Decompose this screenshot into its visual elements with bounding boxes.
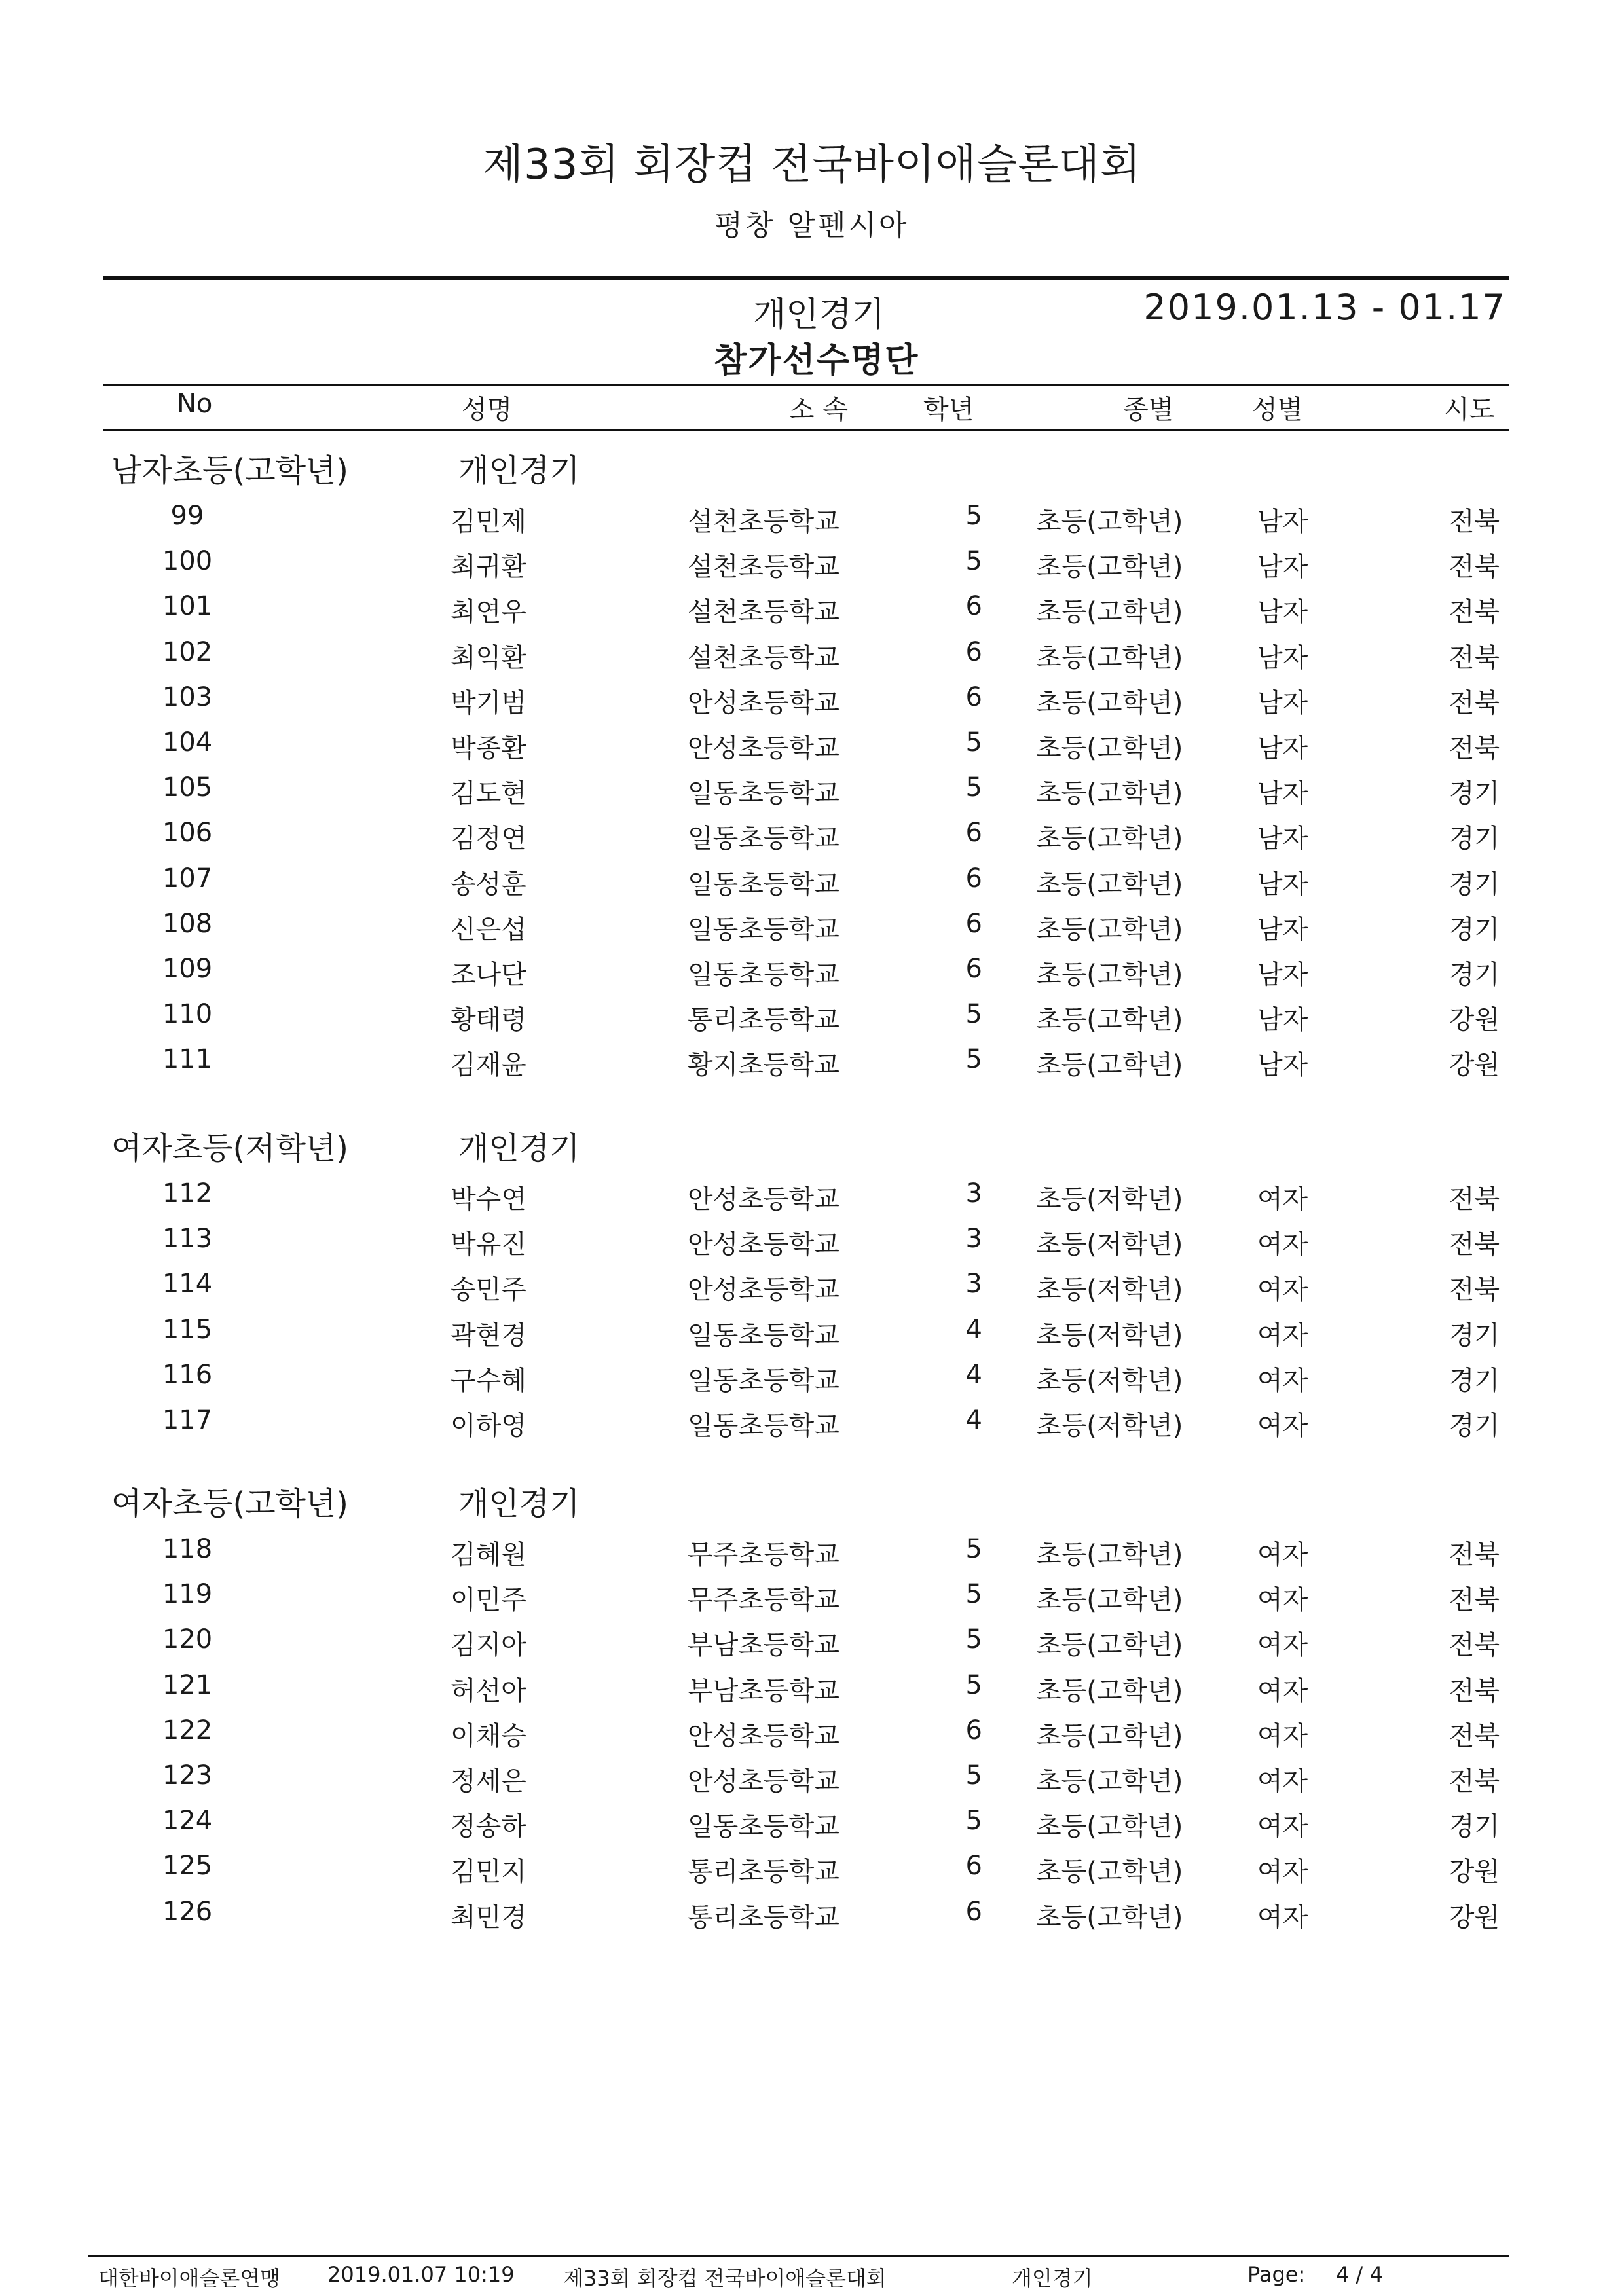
row-affiliation: 통리초등학교 (688, 1005, 840, 1035)
row-category: 초등(고학년) (1036, 507, 1183, 537)
row-gender: 남자 (1257, 824, 1308, 854)
row-category: 초등(고학년) (1036, 1721, 1183, 1751)
row-region: 전북 (1449, 597, 1500, 627)
row-grade: 6 (965, 591, 982, 621)
row-category: 초등(고학년) (1036, 915, 1183, 945)
row-no: 100 (162, 546, 213, 576)
row-grade: 5 (965, 1624, 982, 1654)
row-affiliation: 일동초등학교 (688, 1812, 840, 1842)
row-gender: 여자 (1257, 1321, 1308, 1351)
row-affiliation: 안성초등학교 (688, 733, 840, 763)
row-no: 116 (162, 1360, 213, 1390)
row-category: 초등(고학년) (1036, 1676, 1183, 1706)
row-region: 경기 (1449, 1366, 1500, 1396)
row-name: 송민주 (451, 1275, 526, 1305)
col-header-grade: 학년 (923, 395, 974, 425)
row-name: 박종환 (451, 733, 526, 763)
footer-event-title: 제33회 회장컵 전국바이애슬론대회 (563, 2266, 887, 2291)
row-category: 초등(고학년) (1036, 643, 1183, 673)
row-gender: 남자 (1257, 733, 1308, 763)
row-name: 허선아 (451, 1676, 526, 1706)
row-no: 105 (162, 773, 213, 803)
row-affiliation: 일동초등학교 (688, 1321, 840, 1351)
row-region: 전북 (1449, 1630, 1500, 1660)
row-gender: 여자 (1257, 1812, 1308, 1842)
row-gender: 남자 (1257, 915, 1308, 945)
row-grade: 6 (965, 637, 982, 667)
row-gender: 여자 (1257, 1676, 1308, 1706)
row-grade: 6 (965, 1897, 982, 1927)
row-grade: 5 (965, 546, 982, 576)
row-region: 경기 (1449, 1321, 1500, 1351)
row-no: 119 (162, 1579, 213, 1609)
row-region: 전북 (1449, 1275, 1500, 1305)
row-gender: 남자 (1257, 507, 1308, 537)
row-category: 초등(고학년) (1036, 1903, 1183, 1933)
row-affiliation: 일동초등학교 (688, 1366, 840, 1396)
row-no: 120 (162, 1624, 213, 1654)
row-affiliation: 일동초등학교 (688, 778, 840, 809)
list-title: 참가선수명단 (714, 341, 919, 380)
header-divider (103, 384, 1509, 386)
row-grade: 6 (965, 864, 982, 894)
row-name: 김지아 (451, 1630, 526, 1660)
top-divider (103, 276, 1509, 280)
row-region: 전북 (1449, 1766, 1500, 1796)
row-name: 박기범 (451, 688, 526, 718)
row-region: 경기 (1449, 960, 1500, 990)
row-grade: 5 (965, 999, 982, 1029)
row-affiliation: 일동초등학교 (688, 1411, 840, 1441)
section-event: 개인경기 (458, 1130, 580, 1167)
row-affiliation: 통리초등학교 (688, 1903, 840, 1933)
row-affiliation: 안성초등학교 (688, 688, 840, 718)
section-title: 여자초등(저학년) (111, 1130, 349, 1167)
section-title: 여자초등(고학년) (111, 1485, 349, 1522)
row-category: 초등(고학년) (1036, 733, 1183, 763)
row-category: 초등(저학년) (1036, 1366, 1183, 1396)
row-name: 정송하 (451, 1812, 526, 1842)
row-no: 117 (162, 1405, 213, 1435)
footer-page-number: 4 / 4 (1336, 2262, 1383, 2287)
row-category: 초등(고학년) (1036, 1766, 1183, 1796)
row-affiliation: 안성초등학교 (688, 1184, 840, 1214)
row-category: 초등(고학년) (1036, 1585, 1183, 1615)
row-no: 101 (162, 591, 213, 621)
row-name: 조나단 (451, 960, 526, 990)
row-gender: 여자 (1257, 1411, 1308, 1441)
row-region: 경기 (1449, 778, 1500, 809)
row-grade: 6 (965, 818, 982, 848)
row-region: 강원 (1449, 1903, 1500, 1933)
row-name: 박수연 (451, 1184, 526, 1214)
row-no: 124 (162, 1806, 213, 1836)
row-grade: 5 (965, 1670, 982, 1700)
row-name: 김도현 (451, 778, 526, 809)
row-name: 최귀환 (451, 552, 526, 582)
row-grade: 6 (965, 1715, 982, 1745)
row-category: 초등(고학년) (1036, 960, 1183, 990)
row-category: 초등(고학년) (1036, 688, 1183, 718)
row-region: 강원 (1449, 1005, 1500, 1035)
row-region: 경기 (1449, 915, 1500, 945)
row-category: 초등(고학년) (1036, 869, 1183, 900)
row-region: 전북 (1449, 1676, 1500, 1706)
row-affiliation: 무주초등학교 (688, 1540, 840, 1570)
row-gender: 남자 (1257, 1005, 1308, 1035)
row-category: 초등(고학년) (1036, 1540, 1183, 1570)
row-grade: 4 (965, 1315, 982, 1345)
row-grade: 5 (965, 1534, 982, 1564)
date-range: 2019.01.13 - 01.17 (1143, 287, 1506, 328)
row-grade: 5 (965, 1579, 982, 1609)
row-no: 109 (162, 954, 213, 984)
row-region: 전북 (1449, 688, 1500, 718)
row-region: 전북 (1449, 1184, 1500, 1214)
row-gender: 여자 (1257, 1721, 1308, 1751)
row-no: 102 (162, 637, 213, 667)
row-name: 이민주 (451, 1585, 526, 1615)
row-name: 박유진 (451, 1230, 526, 1260)
section-event: 개인경기 (458, 1485, 580, 1522)
row-category: 초등(고학년) (1036, 1857, 1183, 1887)
row-affiliation: 설천초등학교 (688, 597, 840, 627)
row-grade: 6 (965, 909, 982, 939)
row-no: 121 (162, 1670, 213, 1700)
row-name: 최연우 (451, 597, 526, 627)
row-grade: 5 (965, 1044, 982, 1074)
row-region: 강원 (1449, 1050, 1500, 1080)
section-event: 개인경기 (458, 452, 580, 489)
col-header-name: 성명 (462, 395, 513, 425)
row-name: 이채승 (451, 1721, 526, 1751)
row-gender: 여자 (1257, 1585, 1308, 1615)
row-no: 126 (162, 1897, 213, 1927)
row-name: 정세은 (451, 1766, 526, 1796)
footer-org: 대한바이애슬론연맹 (98, 2266, 281, 2291)
row-name: 신은섭 (451, 915, 526, 945)
row-affiliation: 부남초등학교 (688, 1676, 840, 1706)
row-region: 전북 (1449, 1540, 1500, 1570)
row-no: 125 (162, 1851, 213, 1881)
row-gender: 여자 (1257, 1366, 1308, 1396)
row-gender: 남자 (1257, 869, 1308, 900)
col-header-affiliation: 소 속 (789, 395, 848, 425)
row-name: 김재윤 (451, 1050, 526, 1080)
row-affiliation: 설천초등학교 (688, 552, 840, 582)
row-region: 경기 (1449, 869, 1500, 900)
row-affiliation: 설천초등학교 (688, 643, 840, 673)
row-gender: 여자 (1257, 1275, 1308, 1305)
row-gender: 남자 (1257, 1050, 1308, 1080)
row-name: 이하영 (451, 1411, 526, 1441)
footer-printed-timestamp: 2019.01.07 10:19 (327, 2262, 515, 2287)
row-category: 초등(고학년) (1036, 552, 1183, 582)
row-region: 경기 (1449, 824, 1500, 854)
row-region: 전북 (1449, 733, 1500, 763)
row-no: 99 (170, 501, 204, 531)
row-name: 최익환 (451, 643, 526, 673)
footer-event-type: 개인경기 (1012, 2266, 1093, 2291)
row-no: 108 (162, 909, 213, 939)
row-name: 김정연 (451, 824, 526, 854)
row-grade: 3 (965, 1224, 982, 1254)
row-category: 초등(저학년) (1036, 1184, 1183, 1214)
row-region: 전북 (1449, 507, 1500, 537)
row-region: 전북 (1449, 643, 1500, 673)
row-affiliation: 부남초등학교 (688, 1630, 840, 1660)
row-name: 송성훈 (451, 869, 526, 900)
footer-divider (88, 2255, 1509, 2257)
row-gender: 여자 (1257, 1540, 1308, 1570)
row-gender: 남자 (1257, 688, 1308, 718)
row-affiliation: 안성초등학교 (688, 1275, 840, 1305)
row-category: 초등(저학년) (1036, 1275, 1183, 1305)
row-grade: 4 (965, 1360, 982, 1390)
row-category: 초등(저학년) (1036, 1230, 1183, 1260)
row-name: 김민지 (451, 1857, 526, 1887)
row-affiliation: 안성초등학교 (688, 1230, 840, 1260)
row-gender: 여자 (1257, 1184, 1308, 1214)
row-grade: 5 (965, 501, 982, 531)
section-title: 남자초등(고학년) (111, 452, 349, 489)
row-affiliation: 안성초등학교 (688, 1721, 840, 1751)
row-category: 초등(고학년) (1036, 1630, 1183, 1660)
row-category: 초등(고학년) (1036, 1005, 1183, 1035)
row-grade: 3 (965, 1178, 982, 1209)
row-name: 구수혜 (451, 1366, 526, 1396)
row-gender: 남자 (1257, 552, 1308, 582)
row-no: 110 (162, 999, 213, 1029)
row-no: 103 (162, 682, 213, 712)
row-affiliation: 일동초등학교 (688, 960, 840, 990)
col-header-no: No (177, 389, 213, 419)
row-gender: 여자 (1257, 1230, 1308, 1260)
row-no: 111 (162, 1044, 213, 1074)
row-grade: 6 (965, 1851, 982, 1881)
row-affiliation: 일동초등학교 (688, 915, 840, 945)
row-gender: 남자 (1257, 643, 1308, 673)
row-gender: 여자 (1257, 1903, 1308, 1933)
row-grade: 3 (965, 1269, 982, 1299)
row-grade: 5 (965, 727, 982, 757)
page-title: 제33회 회장컵 전국바이애슬론대회 (483, 141, 1141, 189)
footer-page-label: Page: (1247, 2262, 1306, 2287)
row-affiliation: 일동초등학교 (688, 824, 840, 854)
row-category: 초등(고학년) (1036, 1812, 1183, 1842)
col-header-region: 시도 (1444, 395, 1495, 425)
row-category: 초등(고학년) (1036, 597, 1183, 627)
row-affiliation: 설천초등학교 (688, 507, 840, 537)
row-name: 황태령 (451, 1005, 526, 1035)
row-affiliation: 일동초등학교 (688, 869, 840, 900)
row-grade: 4 (965, 1405, 982, 1435)
row-name: 최민경 (451, 1903, 526, 1933)
row-region: 전북 (1449, 552, 1500, 582)
row-region: 경기 (1449, 1411, 1500, 1441)
row-no: 112 (162, 1178, 213, 1209)
row-region: 경기 (1449, 1812, 1500, 1842)
row-name: 김민제 (451, 507, 526, 537)
row-name: 김혜원 (451, 1540, 526, 1570)
row-grade: 6 (965, 682, 982, 712)
row-grade: 6 (965, 954, 982, 984)
event-type-heading: 개인경기 (753, 295, 885, 335)
row-category: 초등(저학년) (1036, 1411, 1183, 1441)
row-no: 107 (162, 864, 213, 894)
row-affiliation: 안성초등학교 (688, 1766, 840, 1796)
row-gender: 남자 (1257, 778, 1308, 809)
row-gender: 여자 (1257, 1630, 1308, 1660)
row-category: 초등(고학년) (1036, 1050, 1183, 1080)
row-no: 104 (162, 727, 213, 757)
row-category: 초등(저학년) (1036, 1321, 1183, 1351)
row-name: 곽현경 (451, 1321, 526, 1351)
row-region: 전북 (1449, 1230, 1500, 1260)
row-region: 전북 (1449, 1585, 1500, 1615)
row-affiliation: 황지초등학교 (688, 1050, 840, 1080)
row-region: 강원 (1449, 1857, 1500, 1887)
row-gender: 남자 (1257, 960, 1308, 990)
row-gender: 여자 (1257, 1766, 1308, 1796)
row-affiliation: 무주초등학교 (688, 1585, 840, 1615)
row-no: 118 (162, 1534, 213, 1564)
venue-subtitle: 평창 알펜시아 (714, 209, 910, 242)
column-header-divider (103, 429, 1509, 431)
row-category: 초등(고학년) (1036, 778, 1183, 809)
row-affiliation: 통리초등학교 (688, 1857, 840, 1887)
col-header-category: 종별 (1123, 395, 1174, 425)
col-header-gender: 성별 (1252, 395, 1303, 425)
row-gender: 여자 (1257, 1857, 1308, 1887)
row-grade: 5 (965, 1760, 982, 1791)
row-grade: 5 (965, 773, 982, 803)
row-no: 114 (162, 1269, 213, 1299)
row-grade: 5 (965, 1806, 982, 1836)
row-region: 전북 (1449, 1721, 1500, 1751)
row-no: 113 (162, 1224, 213, 1254)
row-no: 123 (162, 1760, 213, 1791)
row-category: 초등(고학년) (1036, 824, 1183, 854)
row-no: 122 (162, 1715, 213, 1745)
row-no: 115 (162, 1315, 213, 1345)
row-no: 106 (162, 818, 213, 848)
row-gender: 남자 (1257, 597, 1308, 627)
